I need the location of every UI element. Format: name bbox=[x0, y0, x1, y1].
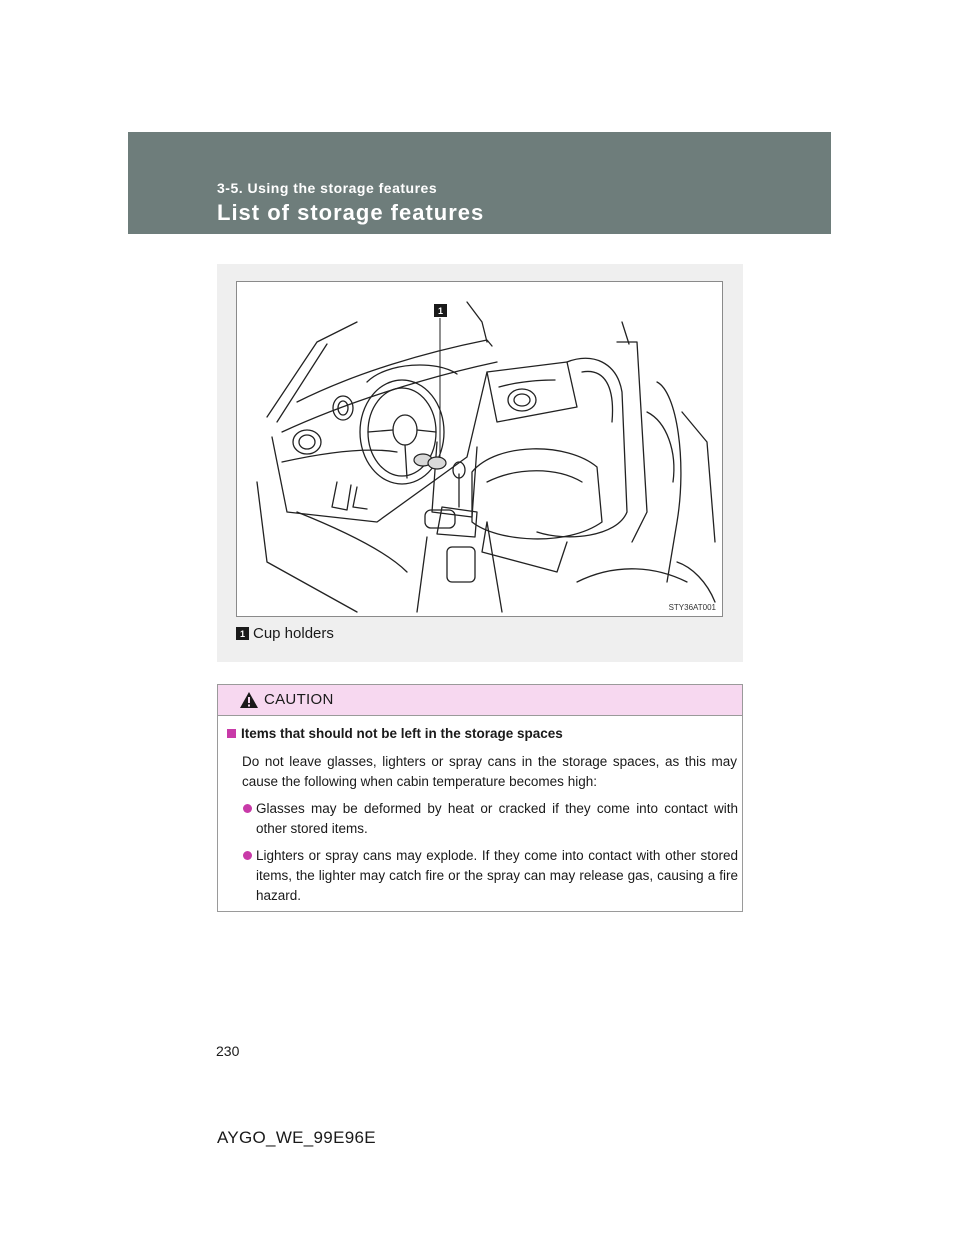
legend-label: Cup holders bbox=[253, 625, 334, 642]
section-label: 3-5. Using the storage features bbox=[217, 180, 438, 196]
caution-bullet bbox=[242, 799, 738, 839]
callout-marker: 1 bbox=[434, 304, 447, 317]
caution-header bbox=[218, 685, 742, 716]
caution-heading-text: Items that should not be left in the storage spaces bbox=[241, 726, 563, 741]
chapter-header-band bbox=[128, 132, 831, 234]
page-title: List of storage features bbox=[217, 200, 485, 225]
caution-heading bbox=[227, 726, 563, 741]
caution-bullet-text: Lighters or spray cans may explode. If they come into contact with other stored items, the lighter may catch fire or the spray can may release gas, causing a fire hazard. bbox=[256, 848, 738, 903]
cabin-illustration bbox=[236, 281, 723, 617]
bullet-dot-icon bbox=[243, 804, 252, 813]
figure-legend-item bbox=[236, 625, 334, 642]
caution-bullet bbox=[242, 846, 738, 906]
figure-panel bbox=[217, 264, 743, 662]
cabin-line-drawing bbox=[237, 282, 723, 617]
page-number: 230 bbox=[216, 1043, 240, 1059]
caution-intro: Do not leave glasses, lighters or spray cans in the storage spaces, as this may cause the following when cabin temperature becomes high: bbox=[242, 754, 737, 789]
caution-box bbox=[217, 684, 743, 912]
document-code: AYGO_WE_99E96E bbox=[217, 1128, 376, 1147]
image-code: STY36AT001 bbox=[668, 603, 716, 612]
caution-bullet-text: Glasses may be deformed by heat or cracked if they come into contact with other stored items. bbox=[256, 801, 738, 836]
caution-label: CAUTION bbox=[264, 691, 334, 708]
warning-triangle-icon bbox=[239, 691, 259, 709]
bullet-dot-icon bbox=[243, 851, 252, 860]
square-bullet-icon bbox=[227, 729, 236, 738]
legend-number: 1 bbox=[236, 627, 249, 640]
